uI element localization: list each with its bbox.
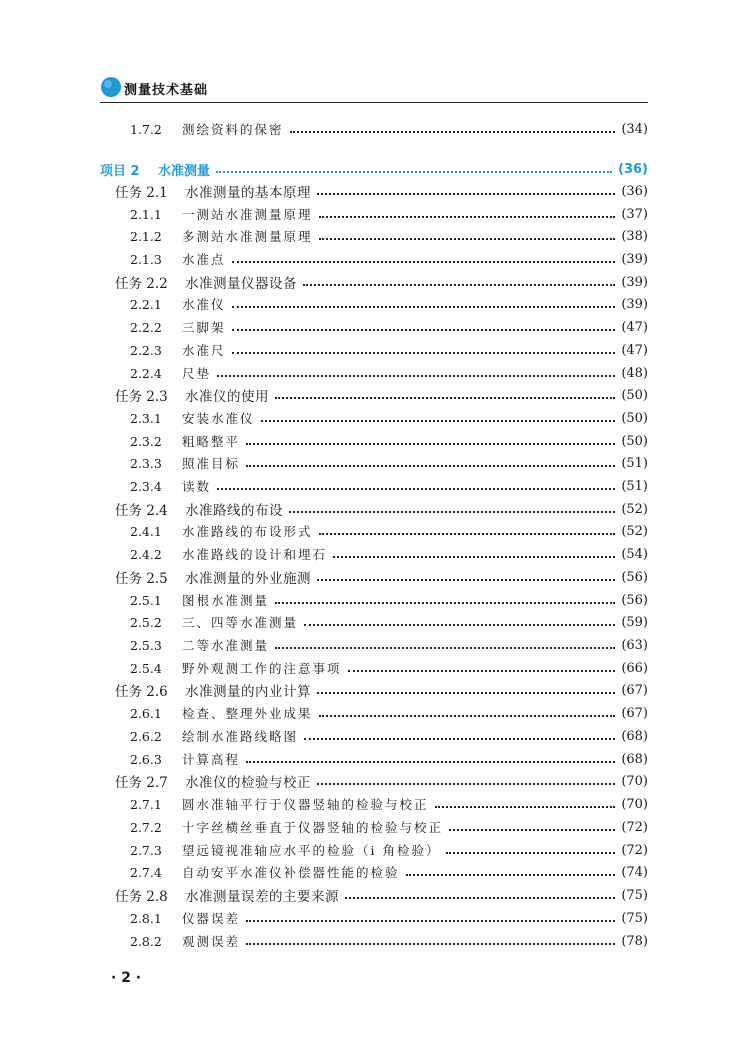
toc-entry-number: 任务 2.4 — [115, 503, 168, 519]
running-header — [100, 74, 648, 103]
toc-dot-leader — [317, 783, 615, 785]
toc-entry-title: 一测站水准测量原理 — [182, 207, 313, 222]
toc-entry-number: 2.7.1 — [130, 796, 162, 812]
toc-section-entry[interactable] — [100, 930, 648, 952]
toc-entry-title: 计算高程 — [182, 752, 241, 767]
toc-entry-title: 水准路线的布设 — [185, 503, 283, 519]
toc-dot-leader — [317, 579, 615, 581]
toc-entry-page: (38) — [621, 228, 648, 244]
toc-dot-leader — [289, 511, 615, 513]
toc-entry-number: 2.2.4 — [130, 365, 162, 381]
toc-entry-title: 三、四等水准测量 — [182, 615, 299, 630]
toc-section-entry[interactable] — [100, 339, 648, 361]
toc-dot-leader — [246, 443, 615, 445]
toc-dot-leader — [319, 715, 616, 717]
toc-entry-title: 水准测量的内业计算 — [185, 684, 311, 700]
toc-section-entry[interactable] — [100, 702, 648, 724]
toc-dot-leader — [333, 556, 615, 558]
toc-entry-number: 2.1.1 — [130, 206, 162, 222]
toc-entry-title: 水准路线的布设形式 — [182, 524, 313, 539]
toc-task-entry[interactable] — [100, 679, 648, 701]
toc-dot-leader — [304, 738, 615, 740]
toc-entry-page: (52) — [621, 523, 648, 539]
toc-dot-leader — [303, 284, 615, 286]
toc-entry-page: (39) — [621, 274, 648, 290]
toc-dot-leader — [217, 375, 615, 377]
toc-entry-title: 望远镜视准轴应水平的检验（i 角检验） — [182, 843, 441, 858]
toc-entry-page: (36) — [621, 183, 648, 199]
toc-entry-number: 2.5.2 — [130, 614, 162, 630]
toc-entry-title: 水准尺 — [182, 343, 226, 358]
toc-task-entry[interactable] — [100, 770, 648, 792]
toc-entry-title: 测绘资料的保密 — [182, 122, 284, 137]
toc-dot-leader — [232, 261, 616, 263]
toc-section-entry[interactable] — [100, 225, 648, 247]
toc-entry-number: 任务 2.1 — [115, 185, 168, 201]
toc-entry-number: 2.6.2 — [130, 728, 162, 744]
toc-entry-page: (56) — [621, 569, 648, 585]
toc-section-entry[interactable] — [100, 475, 648, 497]
page-number: · 2 · — [111, 970, 142, 986]
toc-dot-leader — [446, 852, 615, 854]
toc-dot-leader — [317, 193, 615, 195]
toc-entry-number: 2.3.4 — [130, 478, 162, 494]
toc-entry-page: (68) — [621, 728, 648, 744]
toc-entry-number: 任务 2.6 — [115, 684, 168, 700]
toc-dot-leader — [275, 647, 615, 649]
toc-entry-number: 任务 2.7 — [115, 775, 168, 791]
toc-entry-page: (68) — [621, 751, 648, 767]
toc-entry-page: (51) — [621, 478, 648, 494]
toc-dot-leader — [348, 670, 616, 672]
toc-entry-page: (59) — [621, 614, 648, 630]
toc-dot-leader — [275, 397, 615, 399]
toc-entry-title: 水准测量 — [158, 163, 211, 179]
toc-dot-leader — [345, 897, 615, 899]
toc-section-entry[interactable] — [100, 452, 648, 474]
toc-section-entry[interactable] — [100, 748, 648, 770]
toc-entry-number: 任务 2.3 — [115, 389, 168, 405]
toc-entry-number: 2.7.3 — [130, 842, 162, 858]
toc-entry-title: 水准仪的使用 — [185, 389, 269, 405]
toc-entry-number: 任务 2.8 — [115, 889, 168, 905]
toc-entry-title: 三脚架 — [182, 320, 226, 335]
toc-entry-number: 2.3.1 — [130, 410, 162, 426]
toc-entry-title: 水准测量的外业施测 — [185, 571, 311, 587]
toc-section-entry[interactable] — [100, 657, 648, 679]
toc-dot-leader — [317, 692, 615, 694]
toc-section-entry[interactable] — [100, 725, 648, 747]
toc-section-entry[interactable] — [100, 430, 648, 452]
toc-section-entry[interactable] — [100, 816, 648, 838]
toc-dot-leader — [217, 488, 615, 490]
toc-task-entry[interactable] — [100, 498, 648, 520]
toc-section-entry[interactable] — [100, 793, 648, 815]
toc-entry-page: (70) — [621, 773, 648, 789]
toc-entry-number: 2.5.1 — [130, 592, 162, 608]
toc-task-entry[interactable] — [100, 271, 648, 293]
toc-section-entry[interactable] — [100, 203, 648, 225]
toc-entry-page: (50) — [621, 410, 648, 426]
toc-entry-title: 水准仪的检验与校正 — [185, 775, 311, 791]
toc-dot-leader — [435, 806, 616, 808]
toc-task-entry[interactable] — [100, 566, 648, 588]
toc-entry-title: 野外观测工作的注意事项 — [182, 661, 342, 676]
toc-section-entry[interactable] — [100, 839, 648, 861]
toc-entry-page: (72) — [621, 819, 648, 835]
toc-dot-leader — [216, 171, 612, 173]
toc-section-entry[interactable] — [100, 861, 648, 883]
toc-entry-number: 2.7.4 — [130, 864, 162, 880]
toc-entry-title: 检查、整理外业成果 — [182, 706, 313, 721]
toc-dot-leader — [304, 624, 615, 626]
toc-section-entry[interactable] — [100, 611, 648, 633]
toc-entry-title: 水准测量的基本原理 — [185, 185, 311, 201]
toc-entry-page: (51) — [621, 455, 648, 471]
toc-task-entry[interactable] — [100, 384, 648, 406]
toc-entry-number: 2.7.2 — [130, 819, 162, 835]
toc-entry-title: 观测误差 — [182, 934, 241, 949]
toc-entry-page: (72) — [621, 842, 648, 858]
toc-entry-title: 水准路线的设计和埋石 — [182, 547, 328, 562]
toc-entry-title: 读数 — [182, 479, 212, 494]
toc-entry-number: 2.6.3 — [130, 751, 162, 767]
toc-entry-page: (48) — [621, 365, 648, 381]
toc-section-entry[interactable] — [100, 407, 648, 429]
toc-section-entry[interactable] — [100, 248, 648, 270]
toc-dot-leader — [232, 352, 616, 354]
toc-entry-title: 尺垫 — [182, 366, 212, 381]
toc-dot-leader — [319, 216, 616, 218]
toc-entry-number: 2.3.3 — [130, 455, 162, 471]
toc-entry-page: (50) — [621, 387, 648, 403]
toc-entry-page: (52) — [621, 501, 648, 517]
toc-entry-page: (75) — [621, 887, 648, 903]
toc-dot-leader — [261, 420, 616, 422]
toc-dot-leader — [275, 602, 615, 604]
toc-dot-leader — [246, 920, 615, 922]
toc-entry-number: 项目 2 — [100, 163, 140, 179]
blue-circle-logo-icon — [100, 76, 122, 98]
toc-entry-page: (70) — [621, 796, 648, 812]
toc-entry-number: 2.3.2 — [130, 433, 162, 449]
toc-entry-number: 2.1.2 — [130, 228, 162, 244]
toc-section-entry[interactable] — [100, 118, 648, 140]
toc-entry-page: (39) — [621, 251, 648, 267]
book-title: 测量技术基础 — [124, 83, 209, 98]
toc-entry-number: 2.6.1 — [130, 705, 162, 721]
toc-entry-page: (78) — [621, 933, 648, 949]
toc-entry-page: (63) — [621, 637, 648, 653]
toc-section-entry[interactable] — [100, 293, 648, 315]
toc-entry-page: (56) — [621, 592, 648, 608]
toc-entry-title: 安装水准仪 — [182, 411, 255, 426]
toc-section-entry[interactable] — [100, 520, 648, 542]
toc-entry-page: (47) — [621, 342, 648, 358]
toc-section-entry[interactable] — [100, 907, 648, 929]
toc-entry-title: 绘制水准路线略图 — [182, 729, 299, 744]
toc-entry-number: 任务 2.5 — [115, 571, 168, 587]
toc-entry-number: 1.7.2 — [130, 121, 162, 137]
toc-entry-number: 2.2.3 — [130, 342, 162, 358]
toc-section-entry[interactable] — [100, 634, 648, 656]
toc-entry-title: 自动安平水准仪补偿器性能的检验 — [182, 865, 400, 880]
toc-entry-number: 2.8.2 — [130, 933, 162, 949]
toc-dot-leader — [246, 761, 615, 763]
toc-entry-title: 十字丝横丝垂直于仪器竖轴的检验与校正 — [182, 820, 444, 835]
toc-entry-title: 二等水准测量 — [182, 638, 270, 653]
toc-entry-page: (74) — [621, 864, 648, 880]
toc-entry-page: (36) — [618, 161, 648, 177]
toc-dot-leader — [319, 533, 616, 535]
toc-section-entry[interactable] — [100, 543, 648, 565]
toc-entry-title: 水准测量误差的主要来源 — [185, 889, 339, 905]
toc-section-entry[interactable] — [100, 589, 648, 611]
toc-entry-title: 仪器误差 — [182, 911, 241, 926]
toc-entry-page: (34) — [621, 121, 648, 137]
toc-dot-leader — [449, 829, 615, 831]
toc-dot-leader — [290, 131, 616, 133]
toc-entry-number: 2.2.2 — [130, 319, 162, 335]
toc-dot-leader — [246, 943, 615, 945]
toc-dot-leader — [319, 238, 616, 240]
toc-section-entry[interactable] — [100, 362, 648, 384]
toc-dot-leader — [232, 306, 616, 308]
toc-entry-page: (50) — [621, 433, 648, 449]
toc-entry-number: 2.5.4 — [130, 660, 162, 676]
toc-entry-title: 水准仪 — [182, 297, 226, 312]
toc-dot-leader — [246, 465, 615, 467]
toc-entry-number: 任务 2.2 — [115, 276, 168, 292]
toc-entry-page: (67) — [621, 705, 648, 721]
toc-task-entry[interactable] — [100, 180, 648, 202]
toc-section-entry[interactable] — [100, 316, 648, 338]
toc-project-entry[interactable] — [100, 158, 648, 180]
toc-entry-page: (75) — [621, 910, 648, 926]
toc-entry-title: 水准测量仪器设备 — [185, 276, 297, 292]
toc-entry-page: (66) — [621, 660, 648, 676]
toc-entry-title: 水准点 — [182, 252, 226, 267]
toc-entry-number: 2.2.1 — [130, 296, 162, 312]
toc-entry-number: 2.8.1 — [130, 910, 162, 926]
toc-task-entry[interactable] — [100, 884, 648, 906]
toc-entry-number: 2.4.2 — [130, 546, 162, 562]
toc-entry-number: 2.1.3 — [130, 251, 162, 267]
toc-entry-title: 图根水准测量 — [182, 593, 270, 608]
toc-entry-title: 照准目标 — [182, 456, 241, 471]
toc-entry-number: 2.4.1 — [130, 523, 162, 539]
toc-entry-page: (47) — [621, 319, 648, 335]
toc-entry-page: (39) — [621, 296, 648, 312]
toc-entry-page: (67) — [621, 682, 648, 698]
toc-dot-leader — [232, 329, 616, 331]
toc-entry-page: (54) — [621, 546, 648, 562]
toc-entry-number: 2.5.3 — [130, 637, 162, 653]
toc-entry-title: 圆水准轴平行于仪器竖轴的检验与校正 — [182, 797, 429, 812]
toc-entry-page: (37) — [621, 206, 648, 222]
toc-entry-title: 多测站水准测量原理 — [182, 229, 313, 244]
toc-dot-leader — [406, 874, 616, 876]
toc-entry-title: 粗略整平 — [182, 434, 241, 449]
